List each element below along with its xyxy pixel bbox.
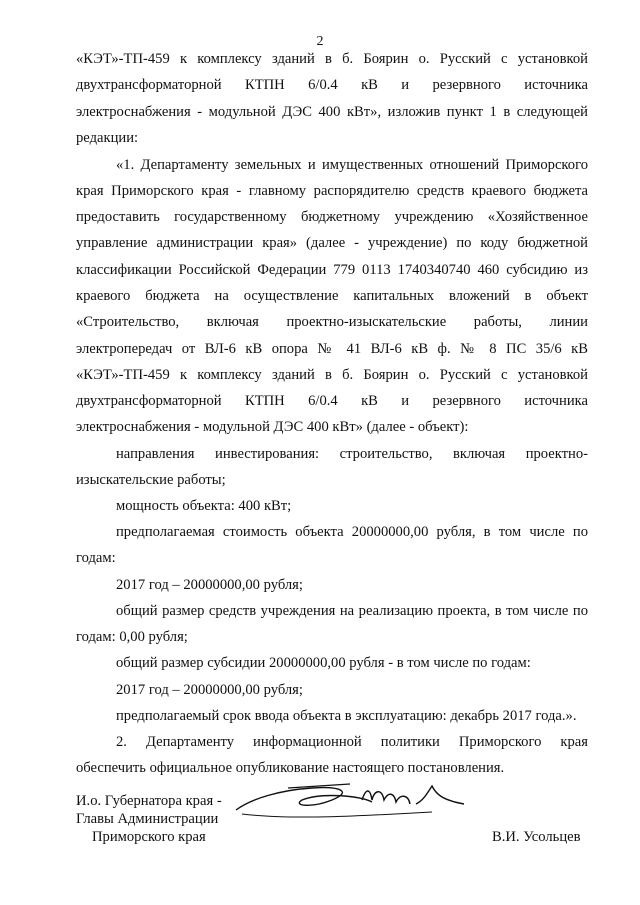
signature-title-line-1: И.о. Губернатора края - <box>76 793 222 809</box>
body-line: общий размер средств учреждения на реализацию проекта, в том числе по <box>116 603 588 619</box>
body-line: направления инвестирования: строительство, включая проектно- <box>116 446 588 462</box>
body-line: краевого бюджета на осуществление капитальных вложений в объект <box>76 288 588 304</box>
signature-title-line-2: Главы Администрации <box>76 811 219 827</box>
page-number: 2 <box>316 34 324 49</box>
body-line: управление администрации края» (далее - учреждение) по коду бюджетной <box>76 235 588 251</box>
handwritten-signature <box>232 770 482 830</box>
body-line: «КЭТ»-ТП-459 к комплексу зданий в б. Боярин о. Русский с установкой <box>76 51 588 67</box>
body-line: годам: 0,00 рубля; <box>76 629 188 645</box>
body-line: края Приморского края - главному распорядителю средств краевого бюджета <box>76 183 588 199</box>
signature-title-line-3: Приморского края <box>92 829 206 845</box>
body-line: изыскательские работы; <box>76 472 226 488</box>
body-line: предполагаемый срок ввода объекта в эксплуатацию: декабрь 2017 года.». <box>116 708 577 724</box>
body-line: 2. Департаменту информационной политики Приморского края <box>116 734 588 750</box>
body-line: «Строительство, включая проектно-изыскательские работы, линии <box>76 314 588 330</box>
body-line: общий размер субсидии 20000000,00 рубля - в том числе по годам: <box>116 655 531 671</box>
body-line: электроснабжения - модульной ДЭС 400 кВт» (далее - объект): <box>76 419 469 435</box>
body-line: предоставить государственному бюджетному учреждению «Хозяйственное <box>76 209 588 225</box>
body-line: обеспечить официальное опубликование настоящего постановления. <box>76 760 505 776</box>
body-line: 2017 год – 20000000,00 рубля; <box>116 577 303 593</box>
body-line: редакции: <box>76 130 139 146</box>
body-line: «КЭТ»-ТП-459 к комплексу зданий в б. Боярин о. Русский с установкой <box>76 367 588 383</box>
body-line: электроснабжения - модульной ДЭС 400 кВт», изложив пункт 1 в следующей <box>76 104 588 120</box>
body-line: 2017 год – 20000000,00 рубля; <box>116 682 303 698</box>
body-line: «1. Департаменту земельных и имущественных отношений Приморского <box>116 157 588 173</box>
body-line: двухтрансформаторной КТПН 6/0.4 кВ и резервного источника <box>76 77 588 93</box>
body-line: классификации Российской Федерации 779 0113 1740340740 460 субсидию из <box>76 262 588 278</box>
body-line: предполагаемая стоимость объекта 20000000,00 рубля, в том числе по <box>116 524 588 540</box>
body-line: мощность объекта: 400 кВт; <box>116 498 292 514</box>
body-line: электропередач от ВЛ-6 кВ опора № 41 ВЛ-6 кВ ф. № 8 ПС 35/6 кВ <box>76 341 588 357</box>
body-line: двухтрансформаторной КТПН 6/0.4 кВ и резервного источника <box>76 393 588 409</box>
signatory-name: В.И. Усольцев <box>492 829 581 845</box>
body-line: годам: <box>76 550 116 566</box>
